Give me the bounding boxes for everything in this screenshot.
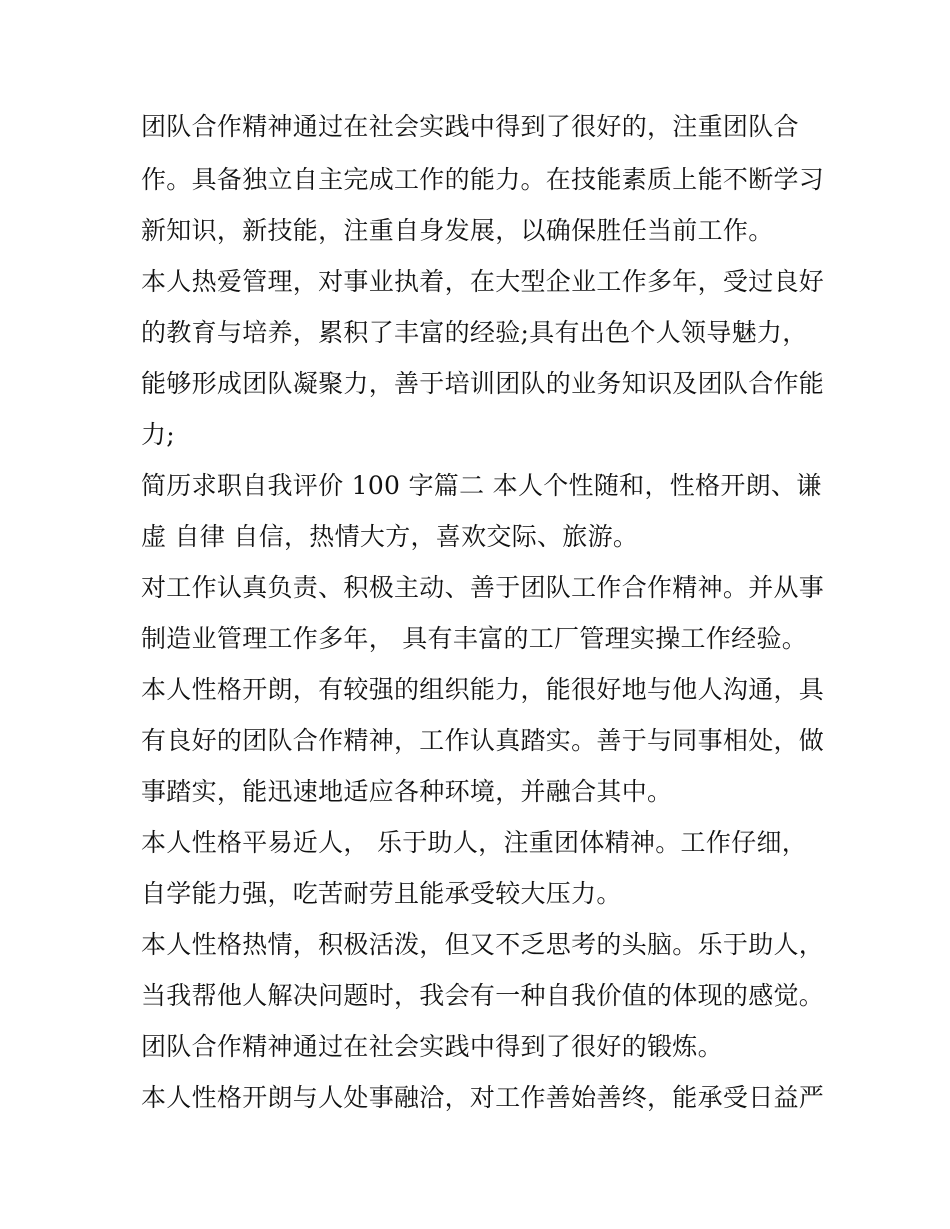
text-line: 本人性格热情，积极活泼，但又不乏思考的头脑。乐于助人， bbox=[141, 930, 825, 959]
text-line: 本人性格开朗，有较强的组织能力，能很好地与他人沟通，具 bbox=[141, 675, 825, 704]
text-line: 有良好的团队合作精神，工作认真踏实。善于与同事相处，做 bbox=[141, 726, 825, 755]
text-line: 团队合作精神通过在社会实践中得到了很好的锻炼。 bbox=[141, 1032, 723, 1061]
text-line: 力; bbox=[141, 420, 176, 449]
text-line: 的教育与培养，累积了丰富的经验;具有出色个人领导魅力， bbox=[141, 318, 808, 347]
text-line: 本人性格平易近人， 乐于助人，注重团体精神。工作仔细， bbox=[141, 828, 808, 857]
text-line: 本人热爱管理，对事业执着，在大型企业工作多年，受过良好 bbox=[141, 267, 825, 296]
text-line: 自学能力强，吃苦耐劳且能承受较大压力。 bbox=[141, 879, 622, 908]
text-line: 虚 自律 自信，热情大方，喜欢交际、旅游。 bbox=[141, 522, 639, 551]
text-line: 制造业管理工作多年， 具有丰富的工厂管理实操工作经验。 bbox=[141, 624, 808, 653]
text-line: 本人性格开朗与人处事融洽，对工作善始善终，能承受日益严 bbox=[141, 1083, 825, 1112]
text-line: 对工作认真负责、积极主动、善于团队工作合作精神。并从事 bbox=[141, 573, 825, 602]
text-line: 能够形成团队凝聚力，善于培训团队的业务知识及团队合作能 bbox=[141, 369, 825, 398]
text-line: 当我帮他人解决问题时，我会有一种自我价值的体现的感觉。 bbox=[141, 981, 825, 1010]
text-line: 团队合作精神通过在社会实践中得到了很好的，注重团队合 bbox=[141, 112, 799, 141]
text-line: 作。具备独立自主完成工作的能力。在技能素质上能不断学习 bbox=[141, 165, 825, 194]
text-line: 新知识，新技能，注重自身发展，以确保胜任当前工作。 bbox=[141, 216, 774, 245]
text-line: 事踏实，能迅速地适应各种环境，并融合其中。 bbox=[141, 777, 673, 806]
text-line: 简历求职自我评价 100 字篇二 本人个性随和，性格开朗、谦 bbox=[141, 471, 822, 500]
